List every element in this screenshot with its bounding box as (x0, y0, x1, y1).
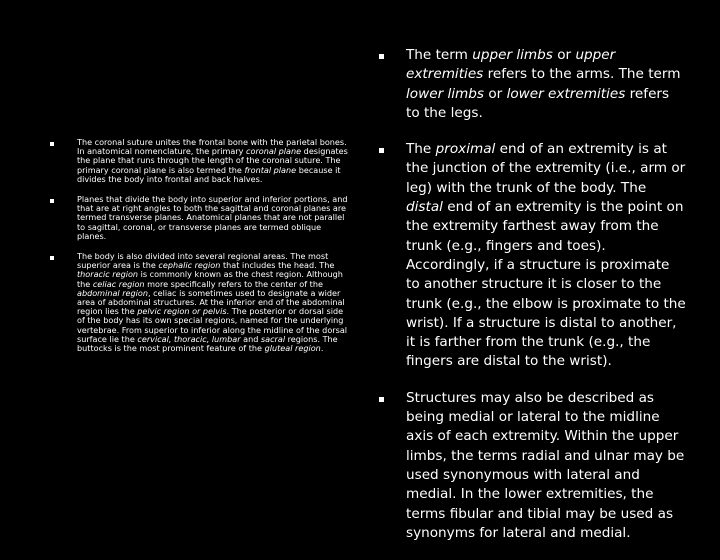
bullet-icon (379, 397, 384, 402)
regional-areas-text: The body is also divided into several regional areas. The most superior area is the cephalic region that includes the head. The thoracic region is commonly known as the chest region. Although the celiac region more specifically refers to the center of the abdominal region, celiac is sometimes used to designate a wider area of abdominal structures. At the inferior end of the abdominal region lies the pelvic region or pelvis. The posterior or dorsal side of the body has its own special regions, named for the underlying vertebrae. From superior to inferior along the midline of the dorsal surface lie the cervical, thoracic, lumbar and sacral regions. The buttocks is the most prominent feature of the gluteal region. (77, 251, 348, 354)
coronal-plane-text: The coronal suture unites the frontal bone with the parietal bones. In anatomical nomenclature, the primary coronal plane designates the plane that runs through the length of the coronal suture. The primary coronal plane is also termed the frontal plane because it divides the body into frontal and back halves. (77, 137, 348, 184)
bullet-item-transverse-planes (50, 195, 350, 241)
left-column (50, 138, 350, 364)
limbs-text: The term upper limbs or upper extremities refers to the arms. The term lower limbs or lower extremities refers to the legs. (406, 47, 681, 121)
bullet-item-medial-lateral (376, 389, 686, 543)
bullet-icon (379, 148, 384, 153)
bullet-icon (50, 256, 54, 260)
medial-lateral-text: Structures may also be described as being medial or lateral to the midline axis of each extremity. Within the upper limbs, the terms radial and ulnar may be used synonymous with lateral and medial. In the lower extremities, the terms fibular and tibial may be used as synonyms for lateral and medial. (406, 389, 685, 541)
bullet-item-coronal-plane (50, 138, 350, 184)
bullet-item-proximal-distal (376, 140, 686, 372)
bullet-icon (50, 199, 54, 203)
bullet-icon (50, 142, 54, 146)
bullet-item-regional-areas (50, 252, 350, 353)
proximal-distal-text: The proximal end of an extremity is at the junction of the extremity (i.e., arm or leg) with the trunk of the body. The distal end of an extremity is the point on the extremity farthest away from the trunk (e.g., fingers and toes). Accordingly, if a structure is proximate to another structure it is closer to the trunk (e.g., the elbow is proximate to the wrist). If a structure is distal to another, it is farther from the trunk (e.g., the fingers are distal to the wrist). (406, 141, 686, 370)
transverse-planes-text: Planes that divide the body into superior and inferior portions, and that are at right angles to both the sagittal and coronal planes are termed transverse planes. Anatomical planes that are not parallel to sagittal, coronal, or transverse planes are termed oblique planes. (77, 194, 348, 241)
bullet-item-limbs (376, 46, 686, 123)
right-column (376, 46, 686, 560)
bullet-icon (379, 54, 384, 59)
